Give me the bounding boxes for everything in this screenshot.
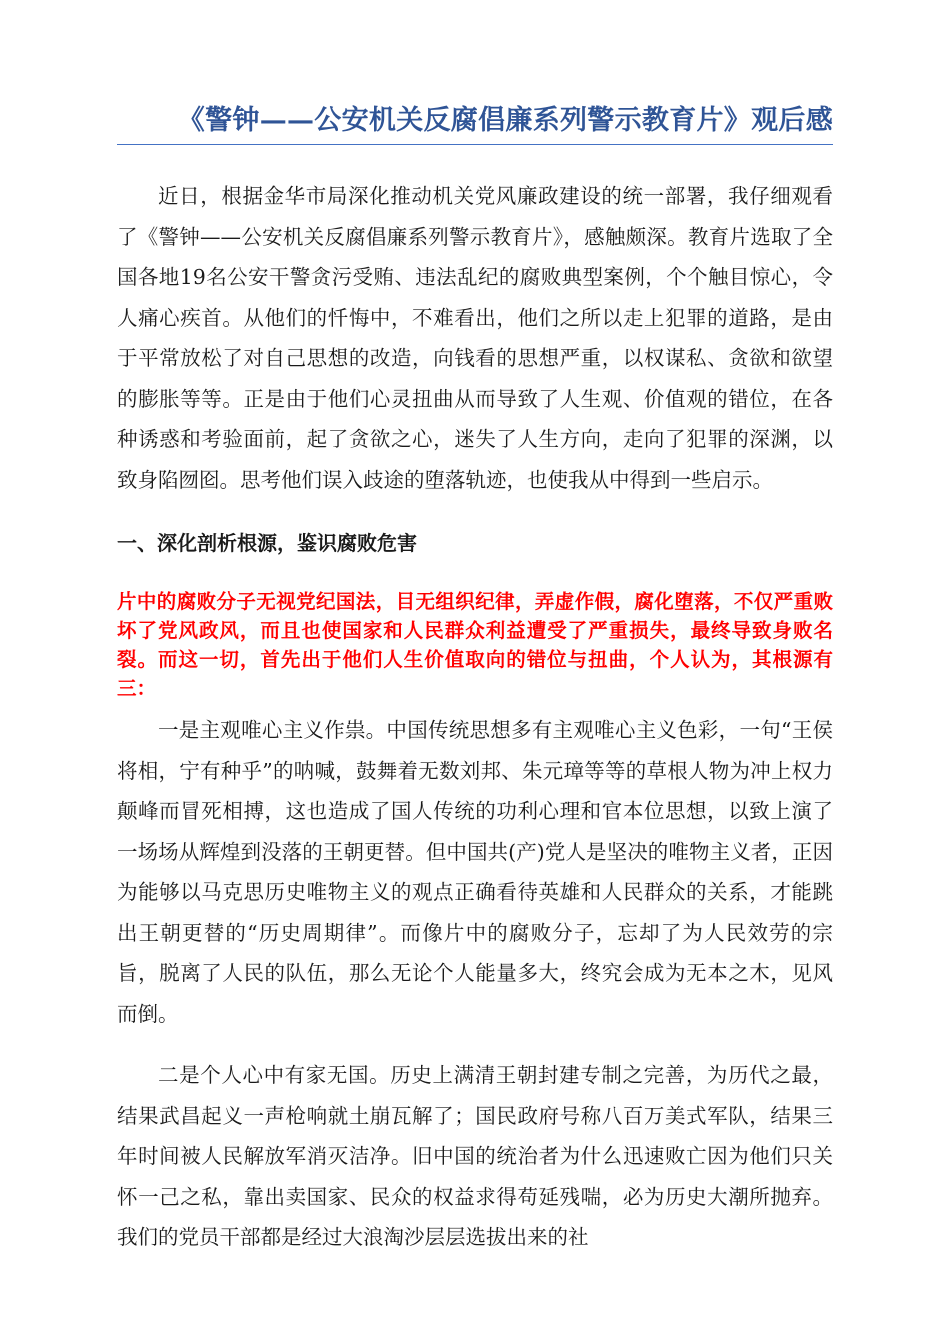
highlighted-paragraph: 片中的腐败分子无视党纪国法，目无组织纪律，弄虚作假，腐化堕落，不仅严重败坏了党风政风，而且也使国家和人民群众利益遭受了严重损失，最终导致身败名裂。而这一切，首先出于他们人生价值取向的错位与扭曲，个人认为，其根源有三： bbox=[117, 590, 833, 700]
intro-paragraph: 近日，根据金华市局深化推动机关党风廉政建设的统一部署，我仔细观看了《警钟——公安机关反腐倡廉系列警示教育片》，感触颇深。教育片选取了全国各地19名公安干警贪污受贿、违法乱纪的腐败典型案例，个个触目惊心，令人痛心疾首。从他们的忏悔中，不难看出，他们之所以走上犯罪的道路，是由于平常放松了对自己思想的改造，向钱看的思想严重，以权谋私、贪欲和欲望的膨胀等等。正是由于他们心灵扭曲从而导致了人生观、价值观的错位，在各种诱惑和考验面前，起了贪欲之心，迷失了人生方向，走向了犯罪的深渊，以致身陷囫囵。思考他们误入歧途的堕落轨迹，也使我从中得到一些启示。 bbox=[117, 184, 833, 492]
section-heading: 一、深化剖析根源，鉴识腐败危害 bbox=[117, 531, 417, 555]
document-page bbox=[117, 104, 833, 1258]
document-title: 《警钟——公安机关反腐倡廉系列警示教育片》观后感 bbox=[117, 104, 833, 145]
point-one-paragraph: 一是主观唯心主义作祟。中国传统思想多有主观唯心主义色彩，一句“王侯将相，宁有种乎”的呐喊，鼓舞着无数刘邦、朱元璋等等的草根人物为冲上权力颠峰而冒死相搏，这也造成了国人传统的功利心理和官本位思想，以致上演了一场场从辉煌到没落的王朝更替。但中国共(产)党人是坚决的唯物主义者，正因为能够以马克思历史唯物主义的观点正确看待英雄和人民群众的关系，才能跳出王朝更替的“历史周期律”。而像片中的腐败分子，忘却了为人民效劳的宗旨，脱离了人民的队伍，那么无论个人能量多大，终究会成为无本之木，见风而倒。 bbox=[117, 718, 833, 1026]
point-two-paragraph: 二是个人心中有家无国。历史上满清王朝封建专制之完善，为历代之最，结果武昌起义一声枪响就土崩瓦解了；国民政府号称八百万美式军队，结果三年时间被人民解放军消灭洁净。旧中国的统治者为什么迅速败亡因为他们只关怀一己之私，靠出卖国家、民众的权益求得苟延残喘，必为历史大潮所抛弃。我们的党员干部都是经过大浪淘沙层层选拔出来的社 bbox=[117, 1063, 833, 1249]
